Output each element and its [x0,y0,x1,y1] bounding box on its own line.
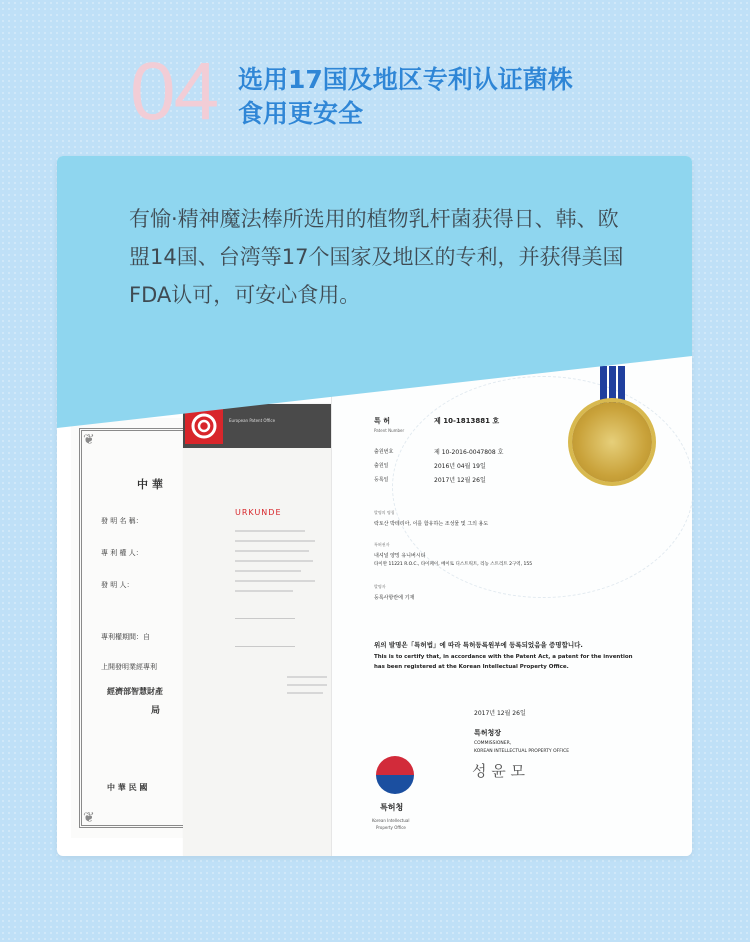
epo-logo-icon [185,408,223,444]
tw-row: 上開發明業經專利 [101,663,157,671]
tw-row: 專利權期間：自 [101,633,150,641]
cert-statement-ko: 위의 발명은「특허법」에 따라 특허등록원부에 등록되었음을 증명합니다. [374,641,583,649]
patent-card [57,156,692,856]
tw-bottom: 中 華 民 國 [107,782,148,792]
signature: 성 윤 모 [472,762,526,780]
certificate-border [79,428,183,828]
corner-ornament-icon: ❦ [83,432,95,448]
taiwan-patent-certificate [71,418,183,838]
epo-office-name: European Patent Office [229,418,276,423]
urkunde-label: URKUNDE [235,508,282,517]
section-title-line2: 食用更安全 [238,99,364,128]
section-title-line1: 选用17国及地区专利认证菌株 [238,65,573,94]
tw-row: 經濟部智慧財產 [107,686,163,696]
tw-row: 局 [151,706,161,716]
corner-ornament-icon: ❦ [83,810,95,826]
kipo-emblem-icon [376,756,414,794]
tw-row: 發 明 人： [101,581,134,589]
cert-statement-en: has been registered at the Korean Intellectual Property Office. [374,664,569,670]
cert-date: 2017년 12월 26일 [474,710,526,717]
tw-top: 中 華 [137,478,163,491]
korean-patent-certificate: 특 허 Patent Number 제 10-1813881 호 출원번호 제 10-2016-0047808 호 출원일 2016년 04월 19일 등록일 2017년 12월 26일 발명의 명칭 락토산 박테리아, 이를 함유하는 조성물 및 그의 용도 특허권자 내셔널 양밍 유니버시티 타이완 11221 R.O.C., 타이페이, 베이토 디스트릭트, 리농 스트리트 2구역, 155 발명자 등록사항란에 기재 위의 발명은「특허법」에 따라 특허등록원부에 등록되었음을 증명합니다. This is to certify that, in accordance with the Patent Act, a patent for the invention has been registered at the Korean Intellectual Property Office. 2017년 12월 26일 특허청장 COMMISSIONER, KOREAN INTELLECTUAL PROPERTY OFFICE 성 윤 모 특허청 Korean Intellectual Property Office [331,356,692,856]
section-number: 04 [130,46,218,137]
patent-number: 제 10-1813881 호 [434,417,500,425]
european-patent-certificate [183,404,331,856]
tw-row: 專 利 權 人： [101,549,143,557]
gold-seal-icon [572,402,652,482]
tw-row: 發 明 名 稱： [101,517,143,525]
card-description: 有愉·精神魔法棒所选用的植物乳杆菌获得日、韩、欧盟14国、台湾等17个国家及地区的专利，并获得美国FDA认可，可安心食用。 [129,207,624,307]
cert-statement-en: This is to certify that, in accordance with the Patent Act, a patent for the invention [374,654,633,660]
